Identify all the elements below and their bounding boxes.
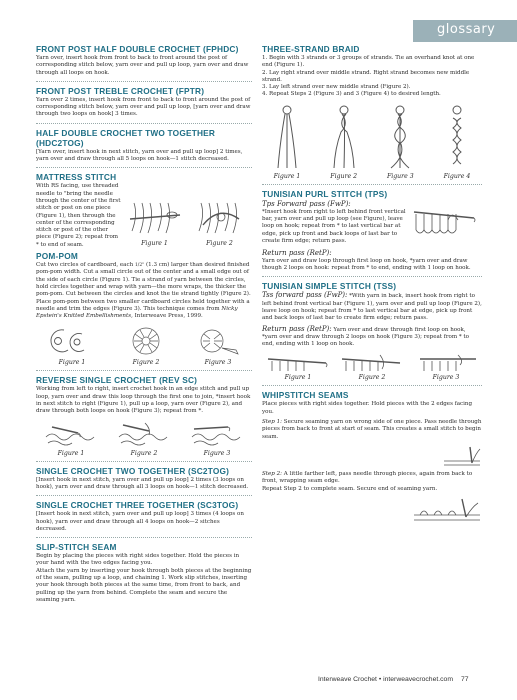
fptr-title: FRONT POST TREBLE CROCHET (FPTR) xyxy=(36,85,205,96)
braid-figure-1 xyxy=(272,102,302,180)
whip-title: WHIPSTITCH SEAMS xyxy=(262,390,349,401)
slip-section xyxy=(36,542,252,604)
mattress-figure-2-illustration xyxy=(193,195,247,239)
divider xyxy=(36,81,252,82)
pompom-section xyxy=(36,251,252,366)
page-number: 77 xyxy=(460,676,469,683)
fptr-section xyxy=(36,86,252,119)
footer-publication: Interweave Crochet • interweavecrochet.com xyxy=(318,676,453,683)
braid-figure-4 xyxy=(442,102,472,180)
page-footer xyxy=(318,676,469,683)
tss-figure-3 xyxy=(414,351,478,381)
tps-forward-text: *Insert hook from right to left behind front vertical bar, yarn over and pull up loop (see Figure), leave loop on hook; repeat from * to last vertical bar at edge, pick up front and back loops of last bar to create firm edge; return pass. xyxy=(262,208,406,244)
tps-return-label: Return pass (RetP): xyxy=(262,248,332,257)
pompom-source: Nicky Epstein's Knitted Embellishments xyxy=(36,305,238,320)
pompom-figure-1-caption: Figure 1 xyxy=(58,359,86,367)
braid-step-3: 3. Lay left strand over new middle strand (Figure 2). xyxy=(262,84,411,91)
tss-return-text: Yarn over and draw through first loop on hook, *yarn over and draw through 2 loops on hook (Figure 3); repeat from * to end, ending with 1 loop on hook. xyxy=(262,326,469,348)
mattress-title: MATTRESS STITCH xyxy=(36,172,117,183)
right-column xyxy=(262,44,482,527)
mattress-section xyxy=(36,172,252,249)
braid-figure-3 xyxy=(385,102,415,180)
tss-figure-1 xyxy=(266,351,330,381)
tps-return-text: Yarn over and draw loop through first loop on hook, *yarn over and draw though 2 loops on hook: repeat from * to end, ending with 1 loop on hook. xyxy=(262,257,471,272)
mattress-figure-2-caption: Figure 2 xyxy=(206,240,233,248)
whip-intro: Place pieces with right sides together. Hold pieces with the 2 edges facing you. xyxy=(262,401,473,415)
divider xyxy=(262,276,482,277)
sc3tog-section xyxy=(36,500,252,533)
divider xyxy=(262,184,482,185)
revsc-section xyxy=(36,375,252,456)
tss-return-label: Return pass (RetP): xyxy=(262,324,332,333)
braid-figure-1-caption: Figure 1 xyxy=(273,172,301,180)
revsc-figure-3-illustration xyxy=(188,419,246,449)
hdc2tog-text: [Yarn over, insert hook in next stitch, yarn over and pull up loop] 2 times, yarn over and draw through all 5 loops on hook—1 stitch decreased. xyxy=(36,148,243,163)
braid-step-2: 2. Lay right strand over middle strand. Right strand becomes new middle strand. xyxy=(262,69,470,83)
tss-figure-2-illustration xyxy=(340,351,404,373)
braid-step-1: 1. Begin with 3 strands or 3 groups of strands. Tie an overhand knot at one end (Figure 1). xyxy=(262,55,475,69)
revsc-figure-3-caption: Figure 3 xyxy=(203,449,231,457)
braid-figure-1-illustration xyxy=(272,102,302,172)
tss-figure-3-caption: Figure 3 xyxy=(432,374,460,382)
pompom-figure-3-illustration xyxy=(192,324,244,358)
divider xyxy=(36,461,252,462)
pompom-text-part-2: (1.3 cm) larger than desired finished pom-pom width. Cut a small circle out of the center and a small edge out of the side of each circle (Figure 1). Tie a strand of yarn between the circles, hold circles together and wrap with yarn—the more wraps, the thicker the pom-pom. Cut between the circles and knot the tie strand tightly (Figure 2). Place pom-pom between two smaller cardboard circles held together with a needle and trim the edges (Figure 3). This technique comes from xyxy=(36,262,251,312)
sc2tog-section xyxy=(36,466,252,492)
pompom-figure-3-caption: Figure 3 xyxy=(204,359,232,367)
pompom-figure-1 xyxy=(44,324,100,366)
whip-step-2-label: Step 2: xyxy=(262,470,283,477)
fptr-text: Yarn over 2 times, insert hook from front to back to front around the post of corresponding stitch below, yarn over and pull up loop, [yarn over and draw through two loops on hook] 3 times. xyxy=(36,96,251,118)
mattress-figure-2 xyxy=(193,195,247,247)
tss-figure-3-illustration xyxy=(414,351,478,373)
pompom-figure-2-caption: Figure 2 xyxy=(132,359,160,367)
whip-step-1-illustration xyxy=(442,443,482,469)
braid-figure-4-caption: Figure 4 xyxy=(443,172,471,180)
fphdc-title: FRONT POST HALF DOUBLE CROCHET (FPHDC) xyxy=(36,44,239,54)
divider xyxy=(36,123,252,124)
pompom-figure-3 xyxy=(192,324,244,366)
slip-title: SLIP-STITCH SEAM xyxy=(36,542,117,553)
divider xyxy=(36,370,252,371)
revsc-figure-2-caption: Figure 2 xyxy=(130,449,158,457)
tss-forward-text: *With yarn in back, insert hook from right to left behind front vertical bar (Figure 1), yarn over and pull up loop (Figure 2), leave loop on hook; repeat from * to last vertical bar at edge, pick up front and back loops of last bar to create firm edge; return pass. xyxy=(262,293,482,322)
revsc-figure-1-caption: Figure 1 xyxy=(57,449,85,457)
pompom-figure-2 xyxy=(120,324,172,366)
tss-forward-label: Tss forward pass (FwP): xyxy=(262,291,348,300)
tps-forward-label: Tps Forward pass (FwP): xyxy=(262,199,351,208)
revsc-title: REVERSE SINGLE CROCHET (REV SC) xyxy=(36,375,198,386)
whip-section xyxy=(262,390,482,526)
hdc2tog-title: HALF DOUBLE CROCHET TWO TOGETHER (HDC2TOG) xyxy=(36,127,216,148)
tps-title: TUNISIAN PURL STITCH (TPS) xyxy=(262,188,388,199)
pompom-figures xyxy=(36,324,252,366)
sc3tog-text: [Insert hook in next stitch, yarn over and pull up loop] 3 times (4 loops on hook), yarn over and draw through all 4 loops on hook—2 sitches decreased. xyxy=(36,511,244,532)
tss-figures xyxy=(262,351,482,381)
mattress-figure-1-caption: Figure 1 xyxy=(141,240,168,248)
tps-section xyxy=(262,189,482,273)
braid-figure-2 xyxy=(329,102,359,180)
left-column xyxy=(36,44,252,604)
revsc-figure-2-illustration xyxy=(115,419,173,449)
braid-section xyxy=(262,44,482,180)
revsc-figure-1-illustration xyxy=(42,419,100,449)
fphdc-section xyxy=(36,44,252,77)
revsc-figure-1 xyxy=(42,419,100,457)
tss-figure-2-caption: Figure 2 xyxy=(358,374,386,382)
glossary-tab-label: glossary xyxy=(437,22,496,37)
braid-step-4: 4. Repeat Steps 2 (Figure 3) and 3 (Figure 4) to desired length. xyxy=(262,91,441,98)
whip-step-1-text: Secure seaming yarn on wrong side of one piece. Pass needle through pieces from back to front at start of seam. This creates a small stitch to begin seam. xyxy=(262,419,482,440)
braid-title: THREE-STRAND BRAID xyxy=(262,44,360,54)
braid-figure-3-caption: Figure 3 xyxy=(386,172,414,180)
hdc2tog-section xyxy=(36,128,252,164)
sc2tog-title: SINGLE CROCHET TWO TOGETHER (SC2TOG) xyxy=(36,465,230,476)
sc2tog-text: [Insert hook in next stitch, yarn over and pull up loop] 2 times (3 loops on hook), yarn over and draw through all 3 loops on hook—1 stitch decreased. xyxy=(36,476,249,490)
fphdc-text: Yarn over, insert hook from front to back to front around the post of corresponding stitch below, yarn over and pull up loop, yarn over and draw through all loops on hook. xyxy=(36,55,249,76)
whip-step-1-label: Step 1: xyxy=(262,419,283,426)
tss-title: TUNISIAN SIMPLE STITCH (TSS) xyxy=(262,281,397,292)
pompom-figure-2-illustration xyxy=(120,324,172,358)
pompom-text-part-1: Cut two circles of cardboard, each xyxy=(36,262,135,269)
divider xyxy=(36,167,252,168)
pompom-text-part-3: , Interweave Press, 1999. xyxy=(131,313,203,320)
braid-figures xyxy=(262,102,482,180)
pompom-figure-1-illustration xyxy=(44,324,100,358)
braid-figure-4-illustration xyxy=(442,102,472,172)
mattress-text: With RS facing, use threaded needle to "bring the needle through the center of the first stitch or post on one piece (Figure 1), then through the center of the corresponding stitch or post of the other piece (Figure 2); repeat from * to end of seam. xyxy=(36,183,121,248)
pompom-title: POM-POM xyxy=(36,251,78,262)
tss-figure-1-illustration xyxy=(266,351,330,373)
tss-section xyxy=(262,281,482,381)
tss-figure-1-caption: Figure 1 xyxy=(284,374,312,382)
divider xyxy=(36,495,252,496)
tss-figure-2 xyxy=(340,351,404,381)
revsc-text: Working from left to right, insert crochet hook in an edge stitch and pull up loop, yarn over and draw this loop through the first one to join, *insert hook in next stitch to right (Figure 1), pull up a loop, yarn over (Figure 2), and draw through both loops on hook (Figure 3); repeat from *. xyxy=(36,386,251,415)
braid-figure-2-illustration xyxy=(329,102,359,172)
revsc-figure-3 xyxy=(188,419,246,457)
pompom-fraction: 1/2" xyxy=(134,263,145,269)
whip-step-2-text: A little farther left, pass needle through pieces, again from back to front, wrapping seam edge. Repeat Step 2 to complete seam. Secure end of seaming yarn. xyxy=(262,470,473,492)
whip-step-2-illustration xyxy=(412,495,482,527)
pompom-text xyxy=(36,262,252,320)
divider xyxy=(36,537,252,538)
sc3tog-title: SINGLE CROCHET THREE TOGETHER (SC3TOG) xyxy=(36,500,239,511)
revsc-figure-2 xyxy=(115,419,173,457)
revsc-figures xyxy=(36,419,252,457)
mattress-figure-1 xyxy=(128,195,182,247)
slip-text: Begin by placing the pieces with right sides together. Hold the pieces in your hand with the two edges facing you. Attach the yarn by inserting your hook through both pieces at the beginning of the seam, pulling up a loop, and chaining 1. Work slip stitches, inserting your hook through both pieces at the same time, from front to back, and pulling up the yarn from behind. Complete the seam and secure the seaming yarn. xyxy=(36,553,252,603)
mattress-figure-1-illustration xyxy=(128,195,182,239)
divider xyxy=(262,385,482,386)
braid-figure-3-illustration xyxy=(385,102,415,172)
braid-figure-2-caption: Figure 2 xyxy=(330,172,358,180)
tps-illustration xyxy=(412,200,478,246)
